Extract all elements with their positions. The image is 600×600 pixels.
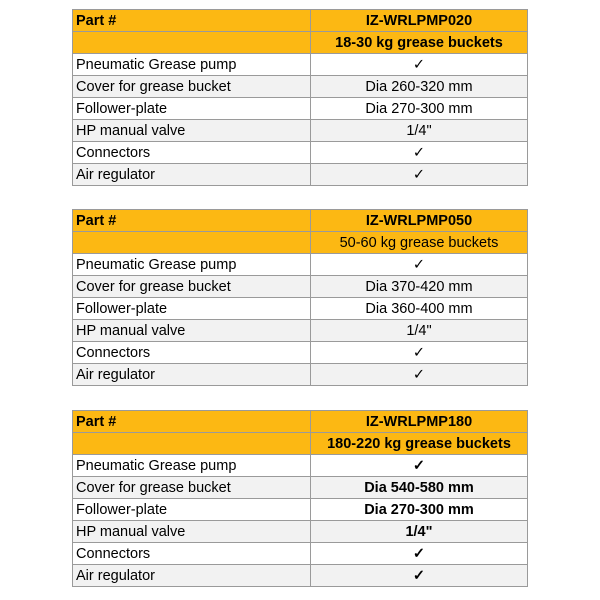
table-row <box>73 543 528 565</box>
table-row <box>73 164 528 186</box>
part-number: IZ-WRLPMP050 <box>311 210 528 232</box>
table-row <box>73 499 528 521</box>
table-header-row <box>73 10 528 32</box>
row-label: Cover for grease bucket <box>73 76 311 98</box>
checkmark-icon: ✓ <box>311 142 528 164</box>
table-row <box>73 142 528 164</box>
table-row <box>73 120 528 142</box>
checkmark-icon: ✓ <box>311 543 528 565</box>
checkmark-icon: ✓ <box>311 342 528 364</box>
part-label: Part # <box>73 10 311 32</box>
row-label: Pneumatic Grease pump <box>73 254 311 276</box>
checkmark-icon: ✓ <box>311 254 528 276</box>
row-value: Dia 370-420 mm <box>311 276 528 298</box>
row-label: HP manual valve <box>73 120 311 142</box>
bucket-size-subtitle: 50-60 kg grease buckets <box>311 232 528 254</box>
subtitle-blank-cell <box>73 433 311 455</box>
row-label: Air regulator <box>73 565 311 587</box>
part-number: IZ-WRLPMP020 <box>311 10 528 32</box>
spec-table-3 <box>72 410 528 587</box>
spec-table-2 <box>72 209 528 386</box>
part-number: IZ-WRLPMP180 <box>311 411 528 433</box>
subtitle-blank-cell <box>73 232 311 254</box>
table-subtitle-row <box>73 232 528 254</box>
row-value: 1/4" <box>311 521 528 543</box>
row-label: Cover for grease bucket <box>73 477 311 499</box>
checkmark-icon: ✓ <box>311 565 528 587</box>
table-row <box>73 342 528 364</box>
subtitle-blank-cell <box>73 32 311 54</box>
row-value: Dia 270-300 mm <box>311 98 528 120</box>
bucket-size-subtitle: 180-220 kg grease buckets <box>311 433 528 455</box>
table-row <box>73 98 528 120</box>
row-label: Connectors <box>73 342 311 364</box>
part-label: Part # <box>73 210 311 232</box>
table-row <box>73 298 528 320</box>
row-value: Dia 270-300 mm <box>311 499 528 521</box>
row-label: Follower-plate <box>73 298 311 320</box>
row-label: Cover for grease bucket <box>73 276 311 298</box>
table-row <box>73 565 528 587</box>
spec-table-1 <box>72 9 528 186</box>
row-label: Pneumatic Grease pump <box>73 54 311 76</box>
row-value: Dia 360-400 mm <box>311 298 528 320</box>
row-label: Follower-plate <box>73 98 311 120</box>
row-label: HP manual valve <box>73 521 311 543</box>
table-row <box>73 254 528 276</box>
row-value: Dia 540-580 mm <box>311 477 528 499</box>
table-subtitle-row <box>73 32 528 54</box>
row-label: Follower-plate <box>73 499 311 521</box>
checkmark-icon: ✓ <box>311 455 528 477</box>
part-label: Part # <box>73 411 311 433</box>
row-label: Connectors <box>73 543 311 565</box>
table-row <box>73 320 528 342</box>
row-value: 1/4" <box>311 120 528 142</box>
bucket-size-subtitle: 18-30 kg grease buckets <box>311 32 528 54</box>
row-label: Air regulator <box>73 164 311 186</box>
table-row <box>73 521 528 543</box>
checkmark-icon: ✓ <box>311 164 528 186</box>
row-label: Connectors <box>73 142 311 164</box>
table-row <box>73 477 528 499</box>
row-value: 1/4" <box>311 320 528 342</box>
row-value: Dia 260-320 mm <box>311 76 528 98</box>
table-header-row <box>73 411 528 433</box>
table-row <box>73 76 528 98</box>
row-label: Pneumatic Grease pump <box>73 455 311 477</box>
checkmark-icon: ✓ <box>311 54 528 76</box>
table-subtitle-row <box>73 433 528 455</box>
table-row <box>73 364 528 386</box>
table-row <box>73 276 528 298</box>
table-row <box>73 54 528 76</box>
table-row <box>73 455 528 477</box>
checkmark-icon: ✓ <box>311 364 528 386</box>
row-label: Air regulator <box>73 364 311 386</box>
table-header-row <box>73 210 528 232</box>
row-label: HP manual valve <box>73 320 311 342</box>
